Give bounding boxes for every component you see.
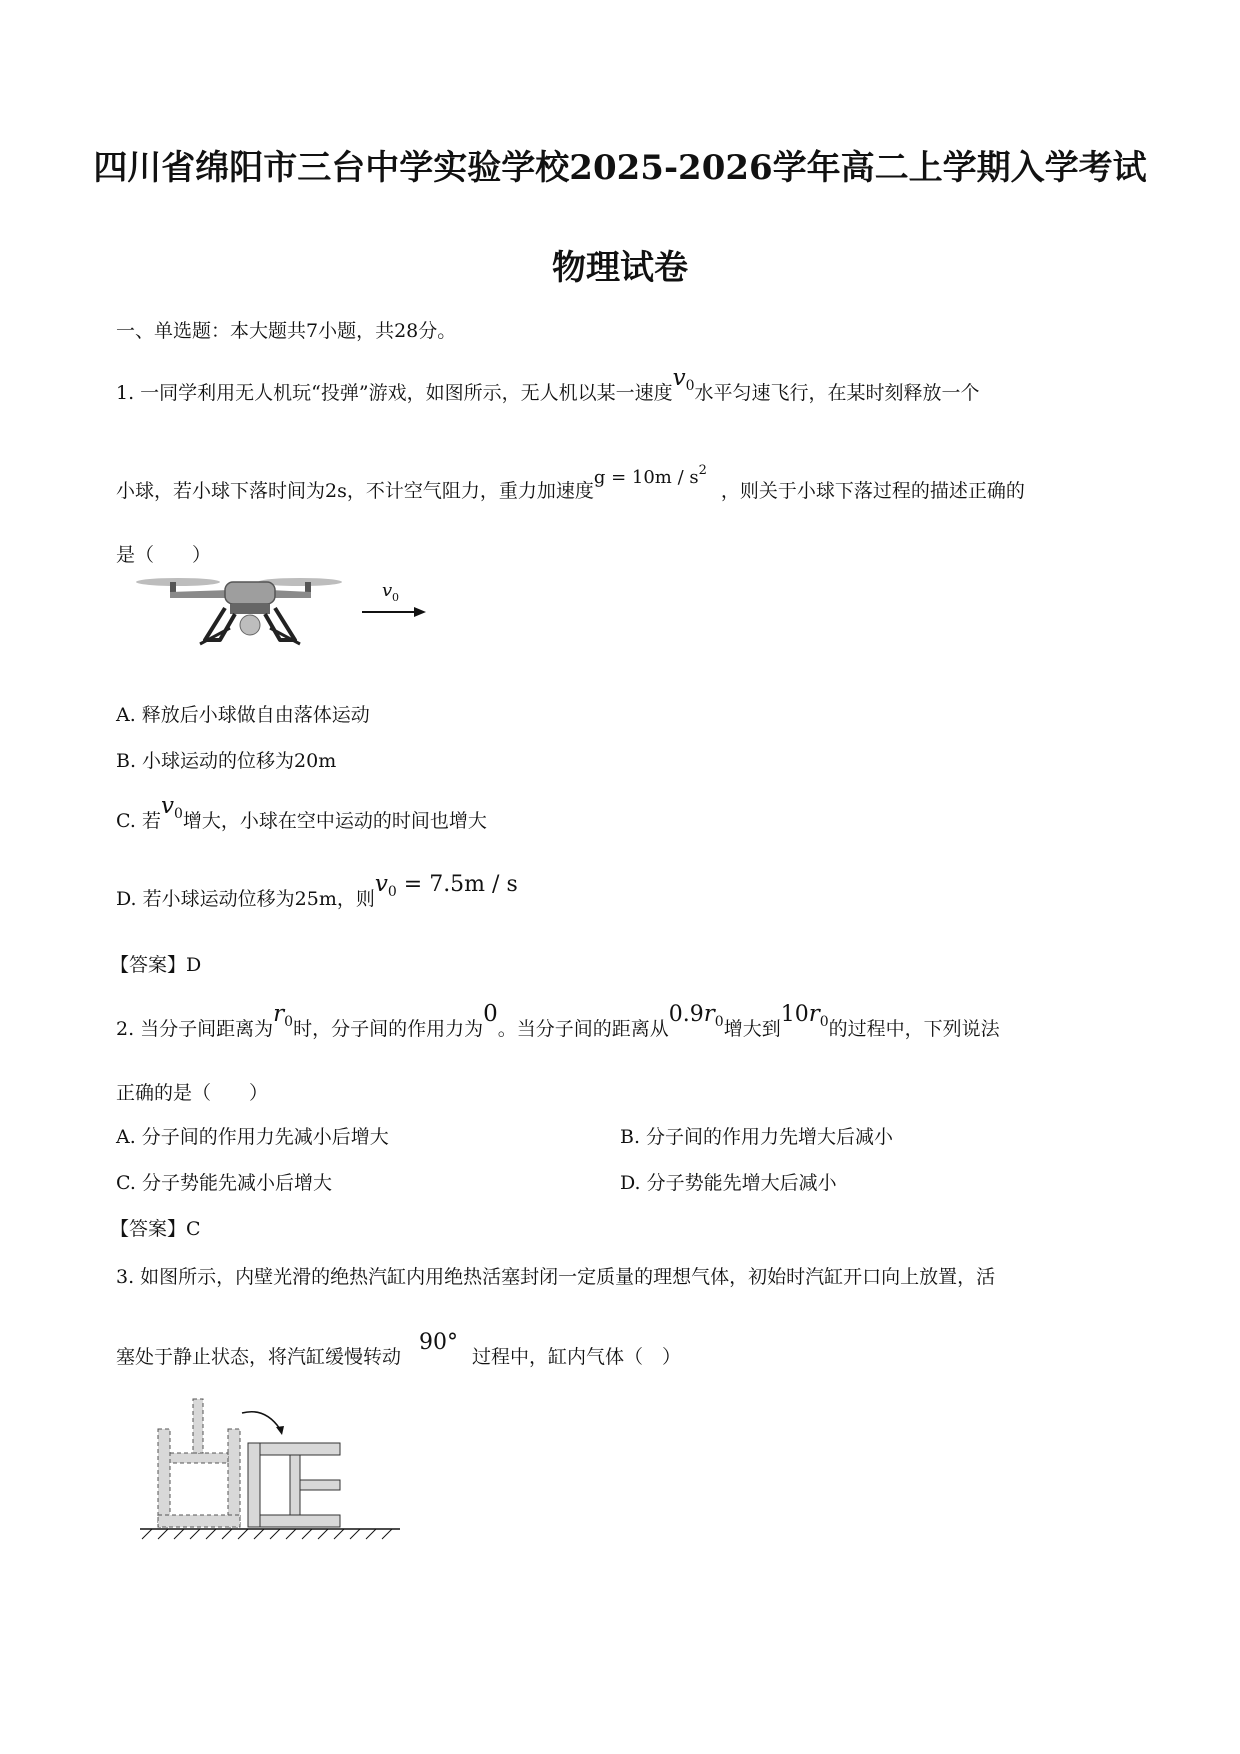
q2-line2: 正确的是（ ） xyxy=(116,1082,269,1104)
q2-option-a: A. 分子间的作用力先减小后增大 xyxy=(116,1126,389,1148)
q2-line1: 2. 当分子间距离为$r_0$时，分子间的作用力为0。当分子间的距离从$0.9r_0$增大到$10r_0$的过程中，下列说法 xyxy=(116,1001,1000,1040)
q1-line2-text-a: 小球，若小球下落时间为2s，不计空气阻力，重力加速度 xyxy=(116,480,594,502)
q2-zero: 0 xyxy=(483,1001,498,1027)
q2-option-c: C. 分子势能先减小后增大 xyxy=(116,1172,332,1194)
q2-start-distance: $0.9r_0$ xyxy=(668,1001,724,1030)
rotation-arrow xyxy=(242,1412,280,1429)
q1-g-expression: $g = 10m / s^2$ xyxy=(593,463,707,488)
section-heading: 一、单选题：本大题共7小题，共28分。 xyxy=(116,320,457,342)
rotation-arrow-icon xyxy=(276,1426,284,1435)
page-title-line2: 物理试卷 xyxy=(552,248,688,288)
ball xyxy=(240,615,260,635)
q2-r0: $r_0$ xyxy=(273,1001,294,1030)
drone-body xyxy=(225,582,275,604)
q1-v0-symbol: $v_0$ xyxy=(672,365,695,394)
q3-line2: 塞处于静止状态，将汽缸缓慢转动90°过程中，缸内气体（ ） xyxy=(116,1330,682,1368)
cylinder-figure xyxy=(130,1395,410,1545)
q3-angle: 90° xyxy=(419,1330,459,1355)
q1-answer: 【答案】D xyxy=(110,954,202,976)
q1-line1 xyxy=(116,365,980,405)
q1-option-c: C. 若$v_0$增大，小球在空中运动的时间也增大 xyxy=(116,793,487,832)
q2-end-distance: $10r_0$ xyxy=(780,1001,829,1030)
q1-line3: 是（ ） xyxy=(116,544,212,566)
cylinder-rotated xyxy=(248,1443,340,1527)
q1-option-d-expression: $v_0 = 7.5m / s$ xyxy=(374,871,518,900)
q3-line1: 3. 如图所示，内壁光滑的绝热汽缸内用绝热活塞封闭一定质量的理想气体，初始时汽缸开口向上放置，活 xyxy=(116,1266,996,1288)
q2-option-d: D. 分子势能先增大后减小 xyxy=(620,1172,837,1194)
q1-option-b: B. 小球运动的位移为20m xyxy=(116,750,337,772)
q1-option-d: D. 若小球运动位移为25m，则$v_0 = 7.5m / s$ xyxy=(116,871,518,910)
q1-line2 xyxy=(116,463,1025,503)
propeller-left xyxy=(136,578,220,586)
velocity-arrow-icon xyxy=(414,607,426,617)
q1-option-a: A. 释放后小球做自由落体运动 xyxy=(116,704,370,726)
q2-option-b: B. 分子间的作用力先增大后减小 xyxy=(620,1126,894,1148)
q1-line1-text-a: 1. 一同学利用无人机玩“投弹”游戏，如图所示，无人机以某一速度 xyxy=(116,382,673,404)
q1-option-c-v0: $v_0$ xyxy=(160,793,183,822)
figure-v0-label: v xyxy=(382,580,393,601)
q1-line1-text-b: 水平匀速飞行，在某时刻释放一个 xyxy=(694,382,980,404)
figure-v0-sub: 0 xyxy=(392,591,399,604)
drone-figure xyxy=(130,568,430,656)
q2-answer: 【答案】C xyxy=(110,1218,201,1240)
page-title-line1: 四川省绵阳市三台中学实验学校2025-2026学年高二上学期入学考试 xyxy=(93,148,1147,188)
cylinder-initial xyxy=(158,1399,240,1527)
q1-line2-text-b: ，则关于小球下落过程的描述正确的 xyxy=(720,480,1025,502)
ground-hatch xyxy=(142,1529,392,1539)
